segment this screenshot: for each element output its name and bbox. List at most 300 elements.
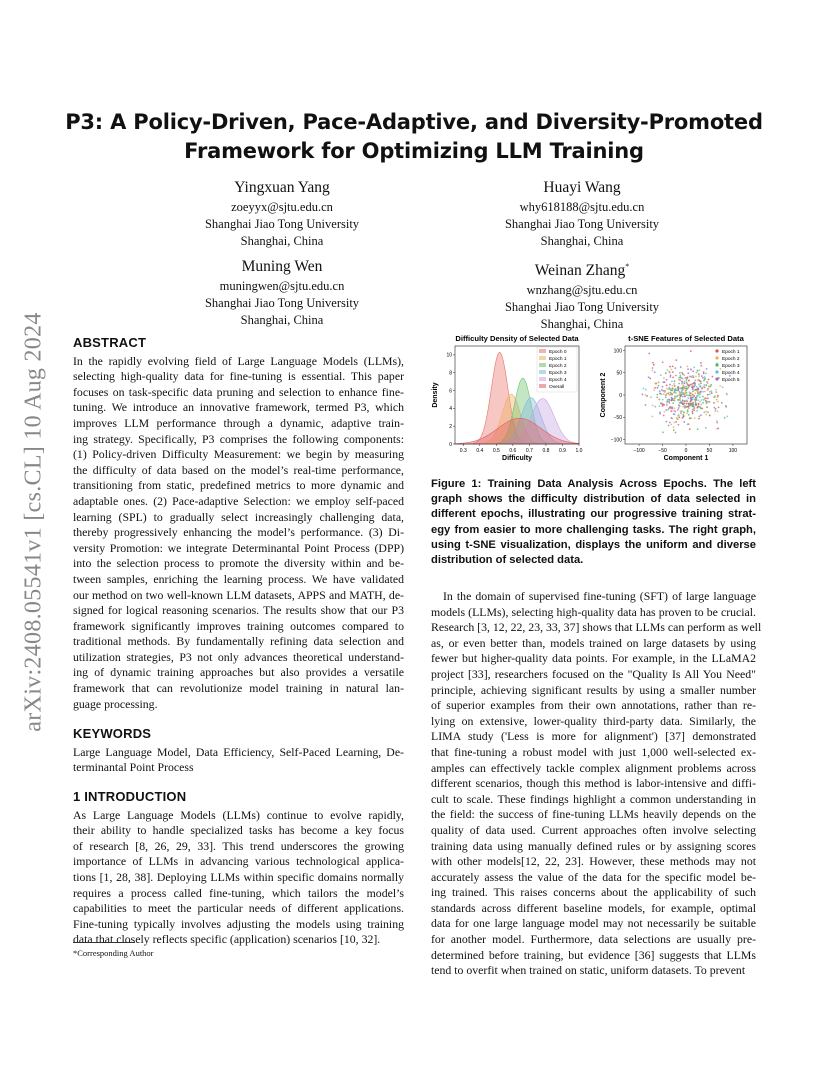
scatter-point: [649, 378, 651, 380]
text-line: of superior examples from their own annotations, rather than re-: [431, 698, 756, 713]
y-tick-label: 0: [619, 392, 622, 399]
scatter-point: [683, 402, 685, 404]
scatter-point: [696, 372, 698, 374]
text-line: cult to scale. These findings highlight a common understanding in: [431, 791, 756, 806]
scatter-point: [679, 406, 681, 408]
scatter-point: [655, 383, 657, 385]
text-line: Fine-tuning typically involves adjusting the models using training: [73, 916, 404, 931]
scatter-point: [672, 376, 674, 378]
scatter-point: [688, 407, 690, 409]
scatter-point: [722, 386, 724, 388]
scatter-point: [695, 389, 697, 391]
scatter-point: [663, 403, 665, 405]
scatter-point: [691, 394, 693, 396]
scatter-point: [678, 383, 680, 385]
scatter-point: [666, 384, 668, 386]
scatter-point: [675, 388, 677, 390]
x-tick-label: −50: [658, 448, 667, 454]
author-name: Weinan Zhang: [534, 262, 626, 280]
scatter-point: [679, 398, 681, 400]
keywords-heading: KEYWORDS: [73, 726, 152, 742]
scatter-point: [646, 395, 648, 397]
scatter-point: [703, 371, 705, 373]
scatter-point: [717, 410, 719, 412]
scatter-point: [652, 370, 654, 372]
text-line: into the selection process to promote the diversity within and be-: [73, 556, 404, 571]
scatter-point: [696, 386, 698, 388]
scatter-point: [660, 374, 662, 376]
scatter-point: [682, 414, 684, 416]
scatter-point: [709, 415, 711, 417]
scatter-point: [698, 373, 700, 375]
text-line: framework that can revolutionize model training in natural lan-: [73, 681, 404, 696]
scatter-point: [658, 382, 660, 384]
scatter-point: [671, 393, 673, 395]
text-line: our method on two well-known LLM datasets, APPS and MATH, de-: [73, 587, 404, 602]
scatter-point: [678, 407, 680, 409]
text-line: amples can effectively tackle complex alignment problems across: [431, 760, 756, 775]
scatter-point: [699, 369, 701, 371]
scatter-point: [695, 397, 697, 399]
x-tick-label: 0.9: [558, 448, 566, 454]
scatter-point: [696, 410, 698, 412]
legend-label: Epoch 2: [549, 364, 567, 369]
scatter-point: [681, 381, 683, 383]
scatter-point: [668, 402, 670, 404]
paper-title: [60, 108, 768, 166]
text-line: the difficulty of data based on the model’s real-time performance,: [73, 462, 404, 477]
author-email: muningwen@sjtu.edu.cn: [219, 279, 345, 293]
x-axis-label: Difficulty: [502, 455, 532, 462]
scatter-point: [677, 399, 679, 401]
scatter-point: [667, 392, 669, 394]
text-line: models (LLMs), selecting high-quality data has proven to be crucial.: [431, 604, 756, 619]
author-block-2: [452, 178, 712, 250]
scatter-point: [695, 404, 697, 406]
scatter-point: [673, 383, 675, 385]
text-line: data that closely reflects specific (application) scenarios [10, 32].: [73, 932, 381, 947]
scatter-point: [668, 400, 670, 402]
scatter-point: [663, 393, 665, 395]
scatter-point: [662, 386, 664, 388]
scatter-point: [701, 375, 703, 377]
scatter-point: [652, 367, 654, 369]
scatter-point: [704, 378, 706, 380]
text-line: egy from easier to more challenging tasks. The right graph,: [431, 523, 756, 536]
introduction-body: [73, 808, 404, 948]
y-tick-label: 6: [449, 388, 452, 395]
scatter-point: [688, 385, 690, 387]
scatter-point: [676, 396, 678, 398]
scatter-point: [699, 385, 701, 387]
scatter-point: [673, 426, 675, 428]
abstract-body: [73, 354, 404, 713]
abstract-heading: ABSTRACT: [73, 335, 147, 350]
author-location: Shanghai, China: [540, 317, 624, 332]
scatter-point: [663, 377, 665, 379]
scatter-point: [688, 380, 690, 382]
scatter-point: [688, 403, 690, 405]
scatter-point: [690, 398, 692, 400]
author-location: Shanghai, China: [240, 234, 324, 248]
scatter-point: [705, 373, 707, 375]
scatter-point: [721, 402, 723, 404]
scatter-point: [698, 393, 700, 395]
scatter-point: [689, 428, 691, 430]
scatter-point: [680, 412, 682, 414]
keywords-body: [73, 745, 404, 776]
text-line: importance of LLMs in advancing various technological applica-: [73, 854, 404, 869]
scatter-point: [668, 394, 670, 396]
text-line: focuses on task-specific data pruning and selection to enhance fine-: [73, 384, 404, 399]
text-line: determined before training, but evidence [36] suggests that LLMs: [431, 947, 756, 962]
scatter-point: [691, 403, 693, 405]
scatter-point: [684, 401, 686, 403]
scatter-point: [677, 415, 679, 417]
x-tick-label: 0.8: [542, 448, 550, 454]
text-line: adaptable ones. (2) Pace-adaptive Selection: we employ self-paced: [73, 493, 404, 508]
scatter-point: [665, 372, 667, 374]
scatter-point: [644, 394, 646, 396]
text-line: using t-SNE visualization, displays the uniform and diverse: [431, 538, 756, 551]
scatter-point: [654, 387, 656, 389]
scatter-point: [698, 406, 700, 408]
text-line: In the rapidly evolving field of Large Language Models (LLMs),: [73, 353, 404, 368]
scatter-point: [724, 417, 726, 419]
scatter-point: [672, 371, 674, 373]
x-tick-label: 0.4: [476, 448, 484, 454]
scatter-point: [699, 401, 701, 403]
text-line: principle, achieving significant results by using a smaller number: [431, 682, 756, 697]
scatter-point: [702, 391, 704, 393]
chart-title: Difficulty Density of Selected Data: [455, 334, 579, 343]
legend-marker: [715, 377, 718, 380]
scatter-point: [692, 398, 694, 400]
scatter-point: [659, 411, 661, 413]
scatter-point: [686, 412, 688, 414]
figure-caption: [431, 477, 756, 568]
scatter-point: [676, 417, 678, 419]
text-line: for another model. Furthermore, data selections are usually pre-: [431, 932, 756, 947]
footnote-rule: [73, 942, 135, 943]
scatter-point: [698, 416, 700, 418]
scatter-point: [674, 380, 676, 382]
scatter-point: [702, 396, 704, 398]
x-tick-label: 50: [706, 448, 713, 454]
scatter-point: [670, 368, 672, 370]
scatter-point: [715, 408, 717, 410]
legend-swatch: [539, 384, 546, 388]
scatter-point: [683, 421, 685, 423]
scatter-point: [680, 366, 682, 368]
scatter-point: [653, 364, 655, 366]
scatter-point: [670, 374, 672, 376]
author-email: why618188@sjtu.edu.cn: [519, 200, 645, 214]
text-line: Figure 1: Training Data Analysis Across Epochs. The left: [431, 478, 756, 490]
scatter-point: [726, 394, 728, 396]
scatter-point: [669, 372, 671, 374]
scatter-point: [692, 385, 694, 387]
y-tick-label: 100: [613, 348, 622, 355]
scatter-point: [692, 411, 694, 413]
scatter-point: [719, 385, 721, 387]
text-line: ing strategy. Specifically, P3 comprises the following components:: [73, 431, 404, 446]
scatter-point: [713, 396, 715, 398]
scatter-point: [689, 417, 691, 419]
scatter-point: [704, 391, 706, 393]
scatter-point: [690, 393, 692, 395]
scatter-point: [702, 402, 704, 404]
tsne-scatter-chart: [597, 332, 759, 464]
scatter-point: [674, 367, 676, 369]
text-line: (1) Policy-driven Difficulty Measurement: we begin by measuring: [73, 447, 404, 462]
scatter-point: [703, 386, 705, 388]
scatter-point: [679, 402, 681, 404]
scatter-point: [705, 384, 707, 386]
scatter-point: [686, 381, 688, 383]
legend-marker: [715, 363, 718, 366]
text-line: utilization strategies, P3 not only advances theoretical understand-: [73, 649, 404, 664]
scatter-point: [707, 411, 709, 413]
text-line: selecting high-quality data for fine-tuning is essential. This paper: [73, 369, 404, 384]
scatter-point: [686, 394, 688, 396]
scatter-point: [690, 350, 692, 352]
scatter-point: [692, 397, 694, 399]
scatter-point: [715, 389, 717, 391]
scatter-point: [687, 423, 689, 425]
scatter-point: [670, 410, 672, 412]
legend-label: Epoch 3: [549, 371, 567, 376]
scatter-point: [658, 405, 660, 407]
scatter-point: [703, 384, 705, 386]
y-tick-label: 50: [616, 370, 622, 377]
text-line: capabilities to meet the particular needs of different applications.: [73, 901, 404, 916]
author-name-line: [452, 257, 712, 281]
author-affiliation: Shanghai Jiao Tong University: [504, 300, 660, 315]
scatter-point: [707, 397, 709, 399]
scatter-point: [700, 414, 702, 416]
text-line: quality of data used. Current approaches often involve selecting: [431, 822, 756, 837]
scatter-point: [711, 392, 713, 394]
scatter-point: [685, 386, 687, 388]
text-line: guage processing.: [73, 696, 158, 711]
scatter-point: [669, 422, 671, 424]
scatter-point: [687, 365, 689, 367]
scatter-point: [645, 404, 647, 406]
scatter-point: [671, 418, 673, 420]
scatter-point: [706, 402, 708, 404]
scatter-point: [714, 410, 716, 412]
scatter-point: [700, 407, 702, 409]
scatter-point: [686, 388, 688, 390]
scatter-point: [687, 368, 689, 370]
scatter-point: [702, 377, 704, 379]
scatter-point: [696, 390, 698, 392]
text-line: graph shows the difficulty distribution of data selected in: [431, 493, 756, 506]
introduction-heading: 1 INTRODUCTION: [73, 789, 187, 805]
y-tick-label: 8: [449, 370, 452, 377]
text-line: different epochs, illustrating our progressive training strat-: [431, 508, 756, 521]
right-column-body: [431, 589, 762, 979]
scatter-point: [684, 406, 686, 408]
scatter-point: [703, 411, 705, 413]
x-tick-label: 1.0: [575, 448, 583, 454]
scatter-point: [677, 424, 679, 426]
y-tick-label: 10: [446, 352, 452, 359]
scatter-point: [705, 411, 707, 413]
text-line: accurately assess the value of the data for the specific model be-: [431, 869, 756, 884]
scatter-point: [665, 394, 667, 396]
scatter-point: [643, 388, 645, 390]
scatter-point: [673, 410, 675, 412]
text-line: standards across different baseline models, for example, optimal: [431, 900, 756, 915]
scatter-point: [670, 424, 672, 426]
scatter-point: [700, 391, 702, 393]
scatter-point: [659, 393, 661, 395]
scatter-point: [684, 394, 686, 396]
scatter-point: [698, 403, 700, 405]
scatter-point: [711, 390, 713, 392]
scatter-point: [659, 390, 661, 392]
scatter-point: [673, 422, 675, 424]
corresponding-mark: *: [625, 262, 630, 271]
text-line: with other models[12, 22, 23]. However, these methods may not: [431, 854, 756, 869]
scatter-point: [690, 369, 692, 371]
scatter-point: [685, 390, 687, 392]
right-column: [431, 589, 762, 979]
author-location: Shanghai, China: [240, 313, 324, 327]
text-line: learning (SPL) to gradually select increasingly challenging data,: [73, 509, 404, 524]
scatter-point: [707, 388, 709, 390]
scatter-point: [672, 402, 674, 404]
scatter-point: [698, 375, 700, 377]
scatter-point: [704, 376, 706, 378]
y-tick-label: 2: [449, 423, 452, 430]
scatter-point: [668, 408, 670, 410]
scatter-point: [684, 388, 686, 390]
scatter-point: [675, 421, 677, 423]
scatter-point: [717, 395, 719, 397]
scatter-point: [679, 393, 681, 395]
scatter-point: [683, 381, 685, 383]
scatter-point: [679, 392, 681, 394]
scatter-point: [656, 396, 658, 398]
legend-swatch: [539, 363, 546, 367]
text-line: different scenarios, though this method is labor-intensive and diffi-: [431, 776, 756, 791]
x-tick-label: 0: [684, 448, 688, 454]
legend-marker: [715, 370, 718, 373]
scatter-point: [656, 394, 658, 396]
scatter-point: [691, 376, 693, 378]
text-line: project [33], researchers focused on the "Quality Is All You Need": [431, 666, 756, 681]
scatter-point: [648, 376, 650, 378]
text-line: signed for logical reasoning scenarios. The results show that our P3: [73, 603, 404, 618]
scatter-point: [691, 383, 693, 385]
scatter-point: [709, 393, 711, 395]
legend-label: Epoch 2: [722, 357, 740, 362]
scatter-point: [681, 417, 683, 419]
scatter-point: [683, 415, 685, 417]
scatter-point: [665, 409, 667, 411]
scatter-point: [653, 389, 655, 391]
scatter-point: [697, 399, 699, 401]
scatter-point: [706, 368, 708, 370]
scatter-point: [671, 389, 673, 391]
text-line: lying on extensive, lower-quality third-party data. Similarly, the: [431, 713, 756, 728]
scatter-point: [654, 406, 656, 408]
text-line: traditional methods. By fundamentally refining data selection and: [73, 634, 404, 649]
scatter-point: [686, 403, 688, 405]
scatter-point: [709, 391, 711, 393]
scatter-point: [697, 394, 699, 396]
scatter-point: [705, 414, 707, 416]
text-line: that fine-tuning a robust model with just 1,000 well-selected ex-: [431, 744, 756, 759]
author-email: wnzhang@sjtu.edu.cn: [526, 283, 638, 298]
legend-label: Epoch 4: [722, 371, 740, 376]
scatter-point: [707, 394, 709, 396]
scatter-point: [674, 400, 676, 402]
scatter-point: [665, 396, 667, 398]
scatter-point: [669, 366, 671, 368]
y-tick-label: 4: [449, 406, 452, 413]
scatter-point: [700, 362, 702, 364]
scatter-point: [666, 403, 668, 405]
scatter-point: [652, 416, 654, 418]
chart-title: t-SNE Features of Selected Data: [628, 334, 744, 343]
author-affiliation: Shanghai Jiao Tong University: [204, 217, 360, 231]
scatter-point: [661, 393, 663, 395]
scatter-point: [712, 376, 714, 378]
scatter-point: [700, 365, 702, 367]
scatter-point: [687, 397, 689, 399]
legend-marker: [715, 356, 718, 359]
scatter-point: [667, 409, 669, 411]
text-line: training data using manually defined rules or by assigning scores: [431, 838, 756, 853]
text-line: LIMA study ('Less is more for alignment') [37] demonstrated: [431, 729, 756, 744]
scatter-point: [661, 389, 663, 391]
scatter-point: [697, 428, 699, 430]
scatter-point: [717, 401, 719, 403]
scatter-point: [667, 388, 669, 390]
scatter-point: [725, 406, 727, 408]
scatter-point: [666, 379, 668, 381]
scatter-point: [685, 379, 687, 381]
scatter-point: [684, 396, 686, 398]
scatter-point: [701, 399, 703, 401]
scatter-point: [692, 388, 694, 390]
scatter-point: [663, 411, 665, 413]
scatter-point: [669, 384, 671, 386]
scatter-point: [687, 372, 689, 374]
text-line: distribution of selected data.: [431, 554, 584, 567]
x-tick-label: −100: [633, 448, 645, 454]
scatter-point: [678, 416, 680, 418]
scatter-point: [715, 391, 717, 393]
scatter-point: [716, 420, 718, 422]
author-location: Shanghai, China: [540, 234, 624, 248]
scatter-point: [695, 399, 697, 401]
y-tick-label: 0: [449, 441, 452, 448]
scatter-point: [698, 383, 700, 385]
x-tick-label: 0.3: [459, 448, 467, 454]
scatter-point: [681, 410, 683, 412]
text-line: as, or even better than, models trained on large datasets by using: [431, 635, 756, 650]
scatter-point: [726, 415, 728, 417]
scatter-point: [692, 371, 694, 373]
text-line: terminantal Point Process: [73, 760, 194, 775]
legend-marker: [715, 349, 718, 352]
legend-swatch: [539, 349, 546, 353]
